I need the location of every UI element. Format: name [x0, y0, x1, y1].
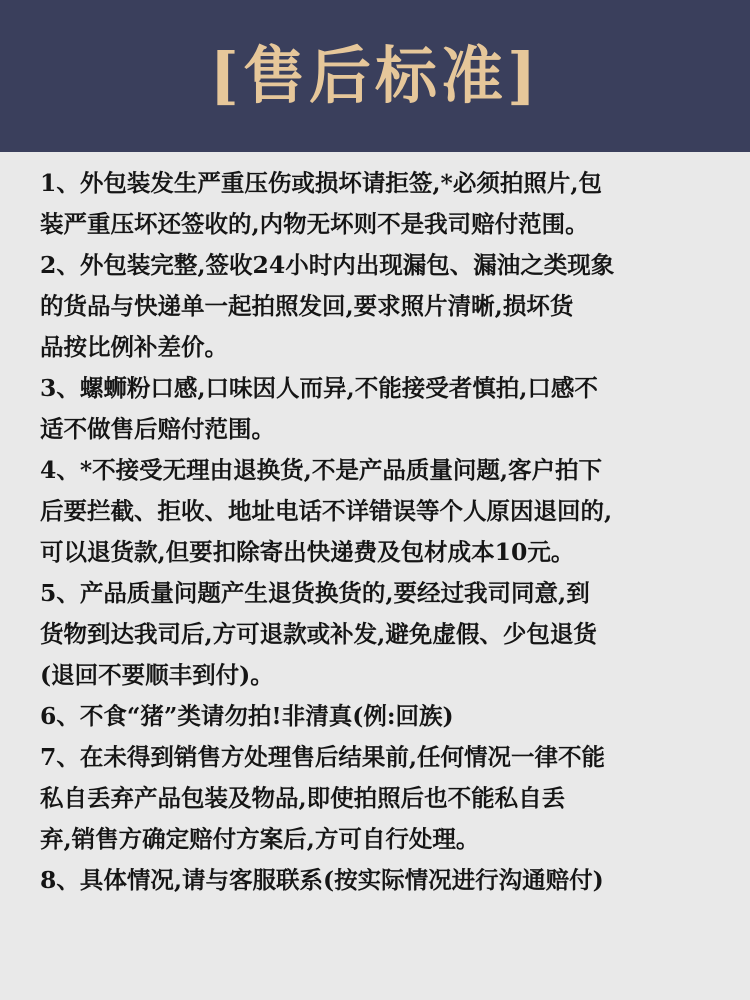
- policy-item-7: [40, 737, 730, 860]
- policy-line: 6、不食“猪”类请勿拍!非清真(例:回族): [40, 702, 454, 730]
- policy-line: 1、外包装发生严重压伤或损坏请拒签,*必须拍照片,包: [40, 169, 603, 197]
- policy-item-5: [40, 573, 730, 696]
- policy-item-6: [40, 696, 730, 737]
- policy-item-8: [40, 860, 730, 901]
- policy-line: 2、外包装完整,签收24小时内出现漏包、漏油之类现象: [40, 251, 615, 279]
- header-banner: [0, 0, 750, 152]
- policy-item-3: [40, 368, 730, 450]
- policy-item-2: [40, 245, 730, 368]
- policy-line: 4、*不接受无理由退换货,不是产品质量问题,客户拍下: [40, 456, 603, 484]
- policy-line: 装严重压坏还签收的,内物无坏则不是我司赔付范围。: [40, 210, 589, 238]
- policy-line: 5、产品质量问题产生退货换货的,要经过我司同意,到: [40, 579, 590, 607]
- policy-line: 品按比例补差价。: [40, 333, 228, 361]
- policy-line: 可以退货款,但要扣除寄出快递费及包材成本10元。: [40, 538, 575, 566]
- policy-line: 弃,销售方确定赔付方案后,方可自行处理。: [40, 825, 480, 853]
- policy-line: 7、在未得到销售方处理售后结果前,任何情况一律不能: [40, 743, 606, 771]
- policy-line: (退回不要顺丰到付)。: [40, 661, 274, 689]
- policy-line: 3、螺蛳粉口感,口味因人而异,不能接受者慎拍,口感不: [40, 374, 598, 402]
- policy-line: 的货品与快递单一起拍照发回,要求照片清晰,损坏货: [40, 292, 574, 320]
- policy-item-1: [40, 163, 730, 245]
- policy-line: 适不做售后赔付范围。: [40, 415, 275, 443]
- policy-line: 货物到达我司后,方可退款或补发,避免虚假、少包退货: [40, 620, 597, 648]
- page-title: [售后标准]: [209, 39, 541, 112]
- policy-line: 8、具体情况,请与客服联系(按实际情况进行沟通赔付): [40, 866, 604, 894]
- policy-list: [40, 163, 730, 901]
- policy-line: 私自丢弃产品包装及物品,即使拍照后也不能私自丢: [40, 784, 566, 812]
- policy-item-4: [40, 450, 730, 573]
- policy-line: 后要拦截、拒收、地址电话不详错误等个人原因退回的,: [40, 497, 613, 525]
